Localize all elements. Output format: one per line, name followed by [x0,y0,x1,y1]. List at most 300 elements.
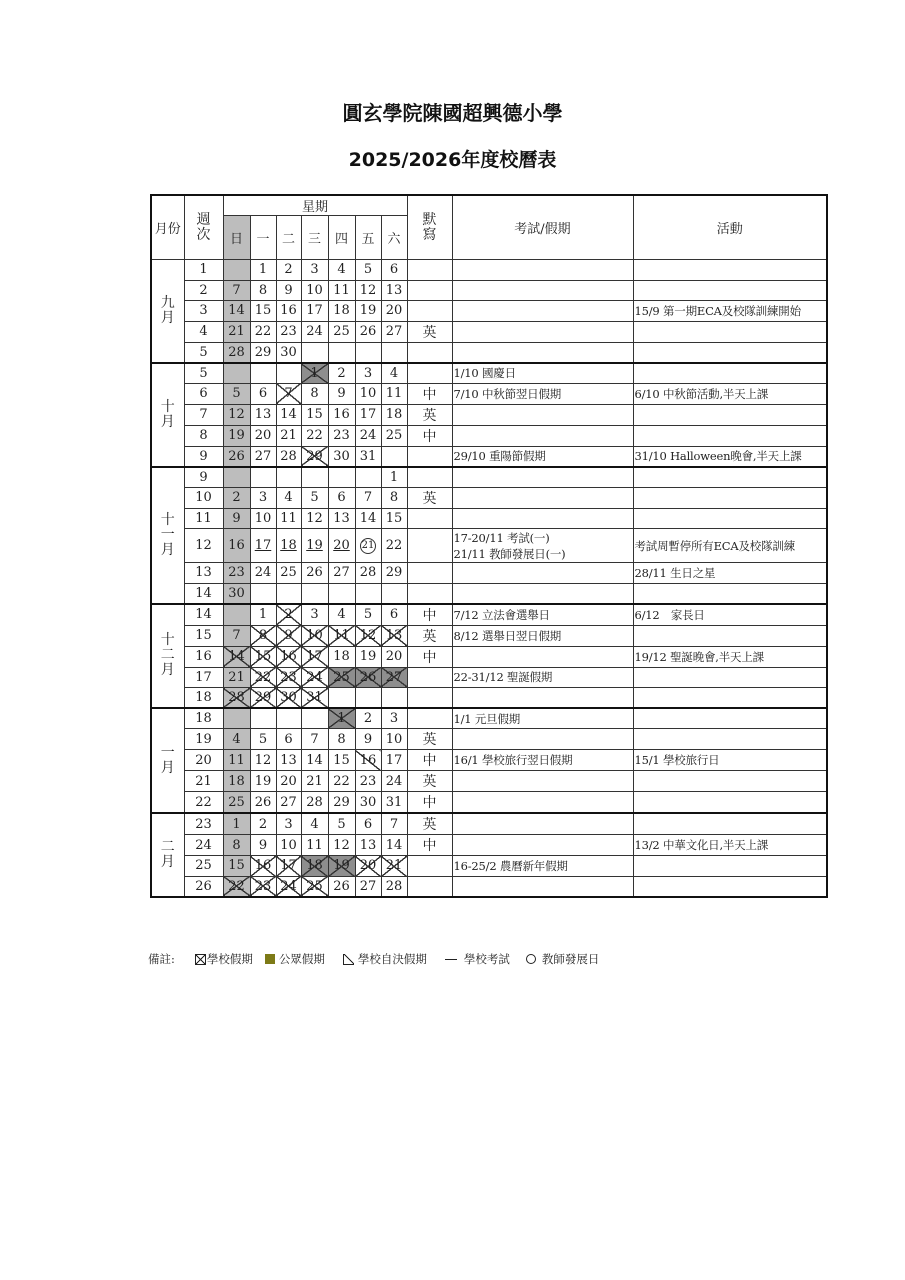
day-number: 12 [306,510,323,526]
day-number: 25 [333,669,350,685]
exam-holiday-cell [452,321,633,342]
activity-cell [633,729,827,750]
day-cell [250,342,276,363]
day-number: 22 [228,878,245,894]
day-cell [276,688,301,709]
exam-holiday-text: 1/1 元旦假期 [453,711,521,726]
activity-cell [633,688,827,709]
day-cell [355,321,381,342]
table-row [151,835,827,856]
activity-cell [633,708,827,729]
month-label: 十月 [151,363,184,467]
day-cell [328,363,355,384]
day-cell [328,813,355,835]
day-number: 4 [337,262,346,278]
table-row [151,876,827,897]
table-row [151,771,827,792]
day-number: 17 [306,649,323,664]
day-number: 8 [337,731,346,747]
day-number: 25 [333,324,350,339]
day-cell [250,425,276,446]
day-cell [301,667,328,688]
day-number: 19 [333,858,350,874]
day-number: 23 [280,324,297,339]
exam-holiday-text: 22-31/12 聖誕假期 [453,670,553,685]
day-cell [276,301,301,322]
day-cell [381,708,407,729]
week-number: 17 [184,667,223,688]
day-cell [276,708,301,729]
day-cell [223,729,250,750]
day-cell [381,467,407,488]
day-cell [276,856,301,877]
day-number: 13 [333,510,350,526]
day-cell [223,835,250,856]
day-number: 4 [232,731,241,747]
day-cell [328,856,355,877]
day-cell [301,792,328,814]
day-cell [276,750,301,771]
day-cell [355,856,381,877]
day-number: 4 [284,490,293,505]
day-cell [250,583,276,604]
day-cell [381,667,407,688]
exam-holiday-cell [452,425,633,446]
day-number: 8 [389,490,399,505]
weekday-header-5: 五 [355,216,381,260]
activity-cell: 19/12 聖誕晚會,半天上課 [633,646,827,667]
day-number: 10 [306,628,323,643]
dictation-cell [407,301,452,322]
day-number: 28 [280,448,297,464]
day-number: 10 [254,510,272,526]
exam-holiday-cell [452,583,633,604]
day-cell [276,321,301,342]
header-week: 週次 [184,195,223,260]
day-cell [250,446,276,467]
day-number: 22 [333,773,350,789]
day-number: 14 [306,752,323,768]
day-cell [250,508,276,529]
day-cell [301,583,328,604]
table-row [151,342,827,363]
exam-holiday-text: 17-20/11 考試(一) [453,530,550,545]
activity-cell [633,625,827,646]
week-number: 14 [184,583,223,604]
day-cell [381,835,407,856]
day-cell [301,646,328,667]
day-number: 15 [333,752,350,768]
day-cell [276,363,301,384]
day-cell [381,260,407,281]
day-number: 23 [254,878,272,894]
day-cell [355,342,381,363]
day-cell [355,446,381,467]
weekday-header-6: 六 [381,216,407,260]
dictation-cell: 英 [407,729,452,750]
activity-cell [633,342,827,363]
table-row [151,321,827,342]
day-number: 29 [385,565,403,581]
day-number: 27 [359,878,377,894]
table-row [151,583,827,604]
activity-cell: 28/11 生日之星 [633,563,827,584]
table-row [151,446,827,467]
day-cell [381,342,407,363]
day-cell [223,404,250,425]
day-cell [250,876,276,897]
day-cell [301,563,328,584]
day-number: 25 [280,565,297,581]
day-cell [250,383,276,404]
day-number: 6 [363,816,373,832]
exam-holiday-cell [452,792,633,814]
day-number: 14 [228,649,245,664]
day-cell [381,876,407,897]
day-cell [223,876,250,897]
day-number: 14 [359,510,377,526]
day-number: 5 [232,386,241,401]
day-cell [223,508,250,529]
day-cell [223,604,250,626]
week-number: 1 [184,260,223,281]
day-cell [223,813,250,835]
day-cell [301,625,328,646]
day-number: 19 [228,428,245,443]
exam-holiday-text: 16/1 學校旅行翌日假期 [453,753,573,767]
day-number: 30 [280,344,297,360]
exam-holiday-cell [452,529,633,563]
day-number: 11 [228,752,245,768]
day-number: 19 [306,538,323,553]
month-label: 二月 [151,813,184,897]
dictation-cell: 中 [407,750,452,771]
day-number: 15 [254,649,272,664]
day-cell [223,446,250,467]
week-number: 13 [184,563,223,584]
day-number: 5 [310,490,319,505]
day-number: 2 [232,490,241,505]
day-number: 26 [359,669,377,685]
day-cell [328,487,355,508]
day-number: 29 [254,344,272,360]
day-cell [276,446,301,467]
day-number: 20 [385,303,403,319]
header-dictation: 默寫 [407,195,452,260]
day-cell [301,750,328,771]
day-cell [381,446,407,467]
day-number: 18 [306,858,323,874]
day-cell [381,729,407,750]
day-cell [276,425,301,446]
day-cell [250,625,276,646]
activity-cell [633,792,827,814]
day-cell [355,835,381,856]
day-number: 18 [228,773,245,789]
day-cell [223,688,250,709]
exam-holiday-cell [452,260,633,281]
day-cell [355,729,381,750]
day-cell [355,425,381,446]
day-number: 3 [363,365,373,381]
exam-holiday-text: 8/12 選舉日翌日假期 [453,628,562,643]
day-cell [301,813,328,835]
exam-holiday-cell [452,876,633,897]
week-number: 25 [184,856,223,877]
activity-cell: 13/2 中華文化日,半天上課 [633,835,827,856]
day-number: 11 [333,282,350,298]
day-number: 17 [280,858,297,874]
day-cell [223,792,250,814]
day-number: 11 [385,386,403,401]
day-number: 1 [337,711,346,726]
day-number: 1 [389,469,399,485]
dictation-cell: 中 [407,425,452,446]
day-cell [381,625,407,646]
dictation-cell [407,508,452,529]
day-number: 7 [284,386,293,401]
day-cell [250,563,276,584]
dictation-cell: 英 [407,771,452,792]
day-cell [381,363,407,384]
day-number: 28 [359,565,377,581]
dictation-cell [407,563,452,584]
day-number: 18 [280,538,297,553]
day-number: 5 [363,607,373,622]
day-cell [223,529,250,563]
day-number: 21 [360,538,376,554]
exam-holiday-cell [452,708,633,729]
day-cell [301,508,328,529]
day-cell [223,487,250,508]
table-row [151,404,827,425]
day-cell [355,487,381,508]
day-number: 26 [228,448,245,464]
activity-cell [633,487,827,508]
table-row [151,425,827,446]
day-cell [276,342,301,363]
day-cell [381,425,407,446]
activity-cell [633,321,827,342]
table-row [151,508,827,529]
day-cell [250,750,276,771]
day-cell [276,404,301,425]
day-cell [276,280,301,301]
day-number: 8 [258,282,268,298]
day-cell [381,604,407,626]
day-number: 9 [363,731,373,747]
exam-holiday-text: 7/10 中秋節翌日假期 [453,386,562,401]
day-number: 18 [333,649,350,664]
table-row [151,729,827,750]
day-number: 17 [306,303,323,319]
day-cell [250,708,276,729]
day-number: 21 [280,428,297,443]
day-cell [276,467,301,488]
dictation-cell [407,363,452,384]
day-cell [250,835,276,856]
day-number: 3 [258,490,268,505]
day-cell [250,813,276,835]
week-number: 9 [184,467,223,488]
calendar-title: 2025/2026年度校曆表 [348,149,557,171]
dictation-cell [407,446,452,467]
day-number: 20 [359,858,377,874]
day-number: 5 [258,731,268,747]
day-number: 26 [359,324,377,339]
day-cell [328,260,355,281]
day-cell [223,301,250,322]
week-number: 5 [184,342,223,363]
day-number: 1 [258,607,268,622]
day-number: 16 [280,303,297,319]
activity-cell [633,771,827,792]
day-cell [355,604,381,626]
header-month: 月份 [151,195,184,260]
day-number: 30 [359,794,377,810]
weekday-header-1: 一 [250,216,276,260]
day-number: 4 [389,365,399,381]
day-number: 3 [389,711,399,726]
day-cell [301,487,328,508]
day-number: 24 [280,878,297,894]
day-cell [355,563,381,584]
day-cell [328,688,355,709]
exam-holiday-cell [452,835,633,856]
table-row [151,625,827,646]
exam-holiday-cell [452,688,633,709]
day-number: 21 [228,324,245,339]
day-number: 13 [254,407,272,422]
day-number: 2 [284,607,293,622]
activity-cell [633,813,827,835]
day-cell [301,467,328,488]
day-number: 23 [333,428,350,443]
day-cell [250,771,276,792]
day-cell [355,467,381,488]
day-cell [381,487,407,508]
day-number: 13 [280,752,297,768]
day-number: 8 [258,628,268,643]
day-number: 17 [359,407,377,422]
day-cell [223,625,250,646]
day-cell [301,856,328,877]
day-number: 8 [310,386,319,401]
day-cell [301,342,328,363]
activity-cell [633,260,827,281]
day-number: 13 [385,282,403,298]
day-cell [381,280,407,301]
day-number: 10 [385,731,403,747]
day-number: 23 [359,773,377,789]
day-number: 13 [359,837,377,853]
exam-holiday-cell [452,750,633,771]
day-number: 23 [228,565,245,581]
day-cell [301,835,328,856]
day-number: 22 [254,669,272,685]
day-number: 30 [228,585,245,601]
day-cell [223,280,250,301]
dictation-cell [407,529,452,563]
day-number: 7 [363,490,373,505]
table-row [151,467,827,488]
exam-holiday-cell [452,563,633,584]
day-number: 25 [306,878,323,894]
day-number: 12 [333,837,350,853]
day-cell [381,404,407,425]
day-cell [223,383,250,404]
day-cell [276,792,301,814]
day-number: 21 [385,858,403,874]
day-cell [276,876,301,897]
day-number: 2 [337,365,346,381]
day-cell [301,404,328,425]
day-number: 19 [359,303,377,319]
day-cell [250,729,276,750]
dictation-cell: 英 [407,487,452,508]
activity-cell [633,667,827,688]
legend-school-holiday: 學校假期 [206,952,253,966]
day-cell [223,708,250,729]
day-number: 18 [333,303,350,319]
activity-cell: 15/1 學校旅行日 [633,750,827,771]
day-number: 9 [284,282,293,298]
dictation-cell [407,876,452,897]
weekday-header-4: 四 [328,216,355,260]
day-number: 7 [232,282,241,298]
week-number: 22 [184,792,223,814]
day-cell [301,729,328,750]
day-number: 12 [254,752,272,768]
day-number: 19 [359,649,377,664]
day-cell [301,604,328,626]
table-row [151,301,827,322]
exam-holiday-cell [452,729,633,750]
week-number: 16 [184,646,223,667]
day-cell [355,301,381,322]
day-cell [276,563,301,584]
day-number: 9 [232,510,241,526]
day-number: 24 [359,428,377,443]
day-number: 29 [254,690,272,705]
day-cell [328,280,355,301]
week-number: 10 [184,487,223,508]
day-cell [355,363,381,384]
week-number: 19 [184,729,223,750]
day-number: 7 [232,628,241,643]
day-cell [328,301,355,322]
day-number: 29 [306,448,323,464]
day-number: 19 [254,773,272,789]
day-cell [328,625,355,646]
table-row [151,363,827,384]
legend-teacher-day: 教師發展日 [541,952,600,966]
day-number: 25 [385,428,403,443]
day-cell [276,771,301,792]
day-number: 13 [385,628,403,643]
day-number: 10 [280,837,297,853]
dictation-cell: 英 [407,321,452,342]
table-row [151,667,827,688]
public-holiday-icon [265,954,275,964]
day-cell [328,604,355,626]
day-number: 26 [306,565,323,581]
day-cell [301,321,328,342]
exam-holiday-cell [452,446,633,467]
table-row [151,708,827,729]
activity-cell: 15/9 第一期ECA及校隊訓練開始 [633,301,827,322]
day-number: 2 [284,262,293,278]
